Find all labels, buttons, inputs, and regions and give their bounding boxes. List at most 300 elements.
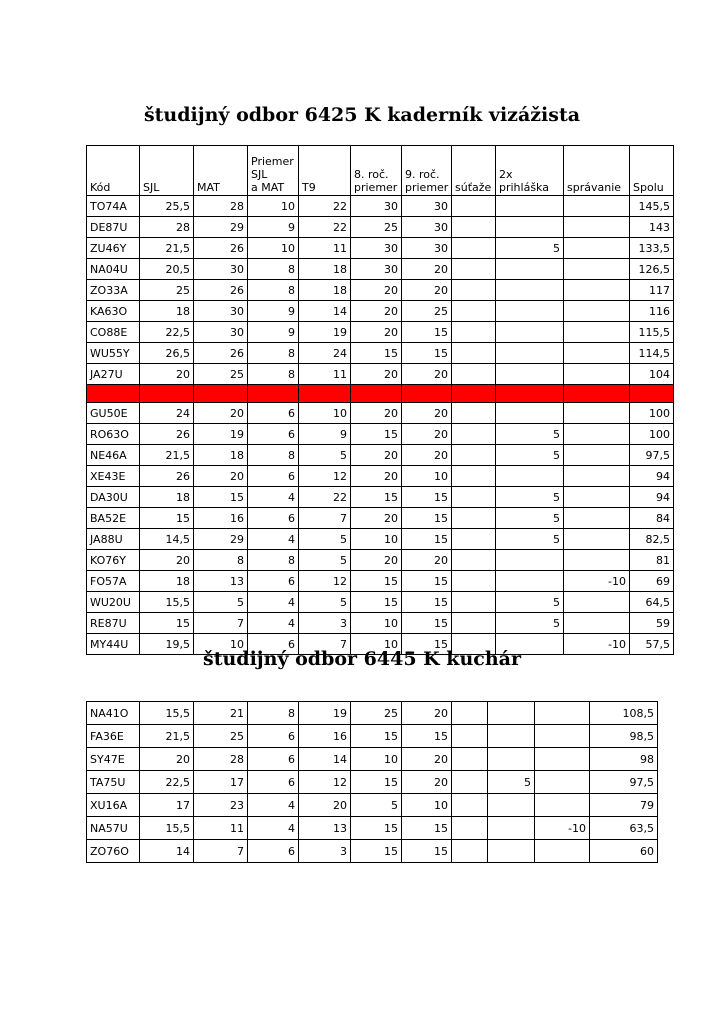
table-row	[87, 238, 674, 259]
score-cell: 5	[496, 487, 564, 508]
score-cell: 8	[248, 280, 299, 301]
score-cell	[496, 280, 564, 301]
column-header: SJL	[140, 146, 194, 196]
score-cell: 25	[351, 217, 402, 238]
score-cell: 30	[351, 259, 402, 280]
score-cell: 64,5	[630, 592, 674, 613]
applicant-code-cell: NE46A	[87, 445, 140, 466]
score-cell: 114,5	[630, 343, 674, 364]
score-cell: 18	[194, 445, 248, 466]
score-cell: 100	[630, 424, 674, 445]
score-cell	[564, 445, 630, 466]
score-cell	[564, 301, 630, 322]
score-cell: 94	[630, 487, 674, 508]
table-row	[87, 613, 674, 634]
score-cell: 117	[630, 280, 674, 301]
table-row	[87, 259, 674, 280]
score-cell: 26	[194, 280, 248, 301]
score-cell: 18	[140, 571, 194, 592]
score-cell: 79	[590, 794, 658, 817]
score-cell: 57,5	[630, 634, 674, 655]
score-cell: 14,5	[140, 529, 194, 550]
score-cell: 10	[402, 794, 452, 817]
score-cell	[535, 748, 590, 771]
score-cell: 8	[248, 445, 299, 466]
column-header: súťaže	[452, 146, 496, 196]
score-cell: 3	[299, 613, 351, 634]
table-row	[87, 364, 674, 385]
applicant-code-cell: NA41O	[87, 702, 140, 725]
score-cell: 15	[402, 613, 452, 634]
table-row	[87, 301, 674, 322]
score-cell: 15	[402, 817, 452, 840]
applicant-code-cell: WU55Y	[87, 343, 140, 364]
score-cell: 5	[496, 424, 564, 445]
score-cell: 30	[194, 301, 248, 322]
score-cell: 18	[299, 280, 351, 301]
column-header: správanie	[564, 146, 630, 196]
score-cell: 20	[351, 280, 402, 301]
table-row	[87, 702, 658, 725]
score-cell: 20	[351, 322, 402, 343]
score-cell: 10	[194, 634, 248, 655]
score-cell: 11	[299, 364, 351, 385]
applicant-code-cell: ZO33A	[87, 280, 140, 301]
score-cell: 15,5	[140, 817, 194, 840]
table-row	[87, 550, 674, 571]
table-row	[87, 196, 674, 217]
score-cell: 9	[248, 217, 299, 238]
score-cell: 15	[351, 487, 402, 508]
score-cell: 20	[402, 424, 452, 445]
score-cell: 63,5	[590, 817, 658, 840]
score-cell	[535, 725, 590, 748]
score-cell	[452, 364, 496, 385]
table-row	[87, 322, 674, 343]
score-cell	[452, 748, 488, 771]
table-row	[87, 571, 674, 592]
score-cell: 98,5	[590, 725, 658, 748]
score-cell: 20	[351, 301, 402, 322]
score-cell: 82,5	[630, 529, 674, 550]
applicant-code-cell: WU20U	[87, 592, 140, 613]
applicant-code-cell: SY47E	[87, 748, 140, 771]
applicant-code-cell: JA27U	[87, 364, 140, 385]
score-cell: 10	[351, 529, 402, 550]
score-cell: 6	[248, 634, 299, 655]
score-cell: 23	[194, 794, 248, 817]
score-cell: 19	[194, 424, 248, 445]
score-cell	[496, 217, 564, 238]
score-cell: 7	[299, 634, 351, 655]
score-cell: 7	[194, 613, 248, 634]
score-cell	[452, 702, 488, 725]
score-cell: 20	[299, 794, 351, 817]
score-cell: 26,5	[140, 343, 194, 364]
score-cell: 20	[402, 259, 452, 280]
score-cell: 30	[194, 322, 248, 343]
score-cell: 8	[248, 343, 299, 364]
score-cell: 14	[299, 748, 351, 771]
score-cell	[452, 592, 496, 613]
score-cell: 10	[402, 466, 452, 487]
score-cell	[564, 487, 630, 508]
score-cell: 15	[402, 529, 452, 550]
score-cell: 28	[194, 748, 248, 771]
score-cell: 26	[140, 424, 194, 445]
score-cell: 20	[140, 748, 194, 771]
score-cell: 18	[140, 301, 194, 322]
separator-cell	[299, 385, 351, 403]
score-cell: 9	[248, 322, 299, 343]
score-cell: 20	[194, 466, 248, 487]
score-cell: 5	[488, 771, 535, 794]
separator-cell	[140, 385, 194, 403]
score-cell	[452, 445, 496, 466]
score-cell: 20	[351, 364, 402, 385]
score-cell: 22	[299, 217, 351, 238]
score-cell: 25	[194, 725, 248, 748]
score-cell: 20	[402, 364, 452, 385]
applicant-code-cell: XU16A	[87, 794, 140, 817]
score-cell: 20	[402, 702, 452, 725]
score-cell: 14	[299, 301, 351, 322]
score-cell: 15	[402, 322, 452, 343]
score-cell: 18	[140, 487, 194, 508]
score-cell: 15	[402, 487, 452, 508]
separator-cell	[248, 385, 299, 403]
applicant-code-cell: XE43E	[87, 466, 140, 487]
separator-cell	[194, 385, 248, 403]
score-cell: 15,5	[140, 592, 194, 613]
score-cell: 15	[194, 487, 248, 508]
score-cell	[564, 466, 630, 487]
score-cell: 5	[496, 238, 564, 259]
score-cell: 15	[351, 840, 402, 863]
score-cell: 116	[630, 301, 674, 322]
column-header: 2x prihláška	[496, 146, 564, 196]
score-cell: 20	[402, 550, 452, 571]
section1-title: študijný odbor 6425 K kaderník vizážista	[143, 104, 581, 126]
score-cell: 15	[402, 343, 452, 364]
applicant-code-cell: JA88U	[87, 529, 140, 550]
score-cell: 15	[402, 508, 452, 529]
table-row	[87, 508, 674, 529]
score-cell	[488, 725, 535, 748]
score-cell: 60	[590, 840, 658, 863]
score-cell: 26	[194, 238, 248, 259]
header-row	[87, 146, 674, 196]
score-cell: 26	[194, 343, 248, 364]
table-kuchar	[86, 701, 658, 863]
score-cell	[535, 702, 590, 725]
score-cell: 24	[140, 403, 194, 424]
score-cell	[496, 364, 564, 385]
score-cell	[452, 343, 496, 364]
score-cell: 10	[248, 196, 299, 217]
table-row	[87, 771, 658, 794]
applicant-code-cell: TO74A	[87, 196, 140, 217]
score-cell: 21,5	[140, 725, 194, 748]
score-cell	[452, 322, 496, 343]
score-cell: 4	[248, 817, 299, 840]
score-cell: 9	[248, 301, 299, 322]
score-cell: 145,5	[630, 196, 674, 217]
column-header: Kód	[87, 146, 140, 196]
applicant-code-cell: KO76Y	[87, 550, 140, 571]
score-cell: 81	[630, 550, 674, 571]
table-row	[87, 403, 674, 424]
score-cell: 84	[630, 508, 674, 529]
score-cell: 7	[299, 508, 351, 529]
score-cell: 19	[299, 702, 351, 725]
table-row	[87, 840, 658, 863]
applicant-code-cell: MY44U	[87, 634, 140, 655]
score-cell	[564, 613, 630, 634]
score-cell: 15,5	[140, 702, 194, 725]
applicant-code-cell: RO63O	[87, 424, 140, 445]
score-cell	[452, 217, 496, 238]
score-cell: 17	[194, 771, 248, 794]
score-cell: 15	[351, 817, 402, 840]
score-cell	[488, 702, 535, 725]
score-cell	[452, 196, 496, 217]
applicant-code-cell: DE87U	[87, 217, 140, 238]
score-cell: 19	[299, 322, 351, 343]
score-cell: 97,5	[590, 771, 658, 794]
score-cell: 8	[248, 364, 299, 385]
score-cell: 10	[351, 634, 402, 655]
score-cell: 30	[402, 196, 452, 217]
score-cell	[496, 571, 564, 592]
score-cell: 21,5	[140, 445, 194, 466]
score-cell	[452, 301, 496, 322]
score-cell: 22	[299, 196, 351, 217]
score-cell: 25	[351, 702, 402, 725]
score-cell	[564, 424, 630, 445]
score-cell: 21	[194, 702, 248, 725]
separator-cell	[87, 385, 140, 403]
score-cell: 15	[402, 634, 452, 655]
score-cell: 20	[402, 445, 452, 466]
score-cell: 13	[299, 817, 351, 840]
score-cell	[452, 508, 496, 529]
score-cell	[496, 550, 564, 571]
score-cell: 16	[299, 725, 351, 748]
score-cell	[452, 840, 488, 863]
score-cell: 6	[248, 748, 299, 771]
table-row	[87, 466, 674, 487]
score-cell: 29	[194, 529, 248, 550]
score-cell: 20	[402, 771, 452, 794]
table-body	[87, 196, 674, 655]
score-cell: 30	[402, 238, 452, 259]
score-cell	[488, 794, 535, 817]
applicant-code-cell: NA57U	[87, 817, 140, 840]
score-cell: 8	[248, 259, 299, 280]
score-cell	[564, 217, 630, 238]
score-cell: 20	[351, 508, 402, 529]
score-cell: 25	[402, 301, 452, 322]
score-cell	[564, 529, 630, 550]
score-cell: 20,5	[140, 259, 194, 280]
table-row	[87, 529, 674, 550]
score-cell: 30	[351, 196, 402, 217]
score-cell: 10	[351, 613, 402, 634]
score-cell: 21,5	[140, 238, 194, 259]
score-cell: 15	[402, 592, 452, 613]
table-row	[87, 748, 658, 771]
score-cell: 133,5	[630, 238, 674, 259]
separator-cell	[564, 385, 630, 403]
score-cell: 6	[248, 771, 299, 794]
score-cell: 18	[299, 259, 351, 280]
applicant-code-cell: RE87U	[87, 613, 140, 634]
applicant-code-cell: FO57A	[87, 571, 140, 592]
score-cell: 12	[299, 771, 351, 794]
table-row	[87, 817, 658, 840]
score-cell	[564, 322, 630, 343]
applicant-code-cell: ZU46Y	[87, 238, 140, 259]
score-cell: 98	[590, 748, 658, 771]
table-row	[87, 343, 674, 364]
score-cell: 15	[351, 592, 402, 613]
score-cell: 14	[140, 840, 194, 863]
score-cell: 28	[194, 196, 248, 217]
score-cell	[452, 424, 496, 445]
score-cell	[496, 466, 564, 487]
applicant-code-cell: BA52E	[87, 508, 140, 529]
score-cell: 9	[299, 424, 351, 445]
score-cell: 15	[351, 424, 402, 445]
score-cell: 22,5	[140, 771, 194, 794]
score-cell: 20	[351, 403, 402, 424]
score-cell	[452, 466, 496, 487]
score-cell: 3	[299, 840, 351, 863]
score-cell: 5	[496, 613, 564, 634]
score-cell: 25	[194, 364, 248, 385]
applicant-code-cell: GU50E	[87, 403, 140, 424]
score-cell: 19,5	[140, 634, 194, 655]
score-cell: 10	[351, 748, 402, 771]
score-cell: 6	[248, 840, 299, 863]
score-cell	[535, 794, 590, 817]
score-cell: 11	[299, 238, 351, 259]
score-cell: 20	[402, 748, 452, 771]
score-cell	[452, 817, 488, 840]
score-cell: 69	[630, 571, 674, 592]
table-body	[87, 702, 658, 863]
score-cell	[564, 508, 630, 529]
score-cell: 20	[194, 403, 248, 424]
score-cell: 5	[496, 592, 564, 613]
score-cell	[564, 259, 630, 280]
score-cell	[496, 259, 564, 280]
score-cell: 94	[630, 466, 674, 487]
score-cell	[452, 794, 488, 817]
score-cell	[452, 259, 496, 280]
separator-cell	[630, 385, 674, 403]
column-header: T9	[299, 146, 351, 196]
score-cell	[496, 343, 564, 364]
score-cell: 16	[194, 508, 248, 529]
column-header: 9. roč. priemer	[402, 146, 452, 196]
table-kadernik-vizazista	[86, 145, 674, 655]
table-row	[87, 487, 674, 508]
table-row	[87, 794, 658, 817]
score-cell: 6	[248, 424, 299, 445]
score-cell	[452, 403, 496, 424]
score-cell: 8	[248, 550, 299, 571]
score-cell: 4	[248, 613, 299, 634]
score-cell	[496, 301, 564, 322]
score-cell: 8	[248, 702, 299, 725]
score-cell: -10	[564, 571, 630, 592]
score-cell: 6	[248, 403, 299, 424]
score-cell: 15	[140, 508, 194, 529]
score-cell: 104	[630, 364, 674, 385]
score-cell	[564, 196, 630, 217]
score-cell: 6	[248, 508, 299, 529]
score-cell: 6	[248, 571, 299, 592]
score-cell	[564, 550, 630, 571]
score-cell	[564, 592, 630, 613]
applicant-code-cell: KA63O	[87, 301, 140, 322]
score-cell: 30	[351, 238, 402, 259]
score-cell	[564, 364, 630, 385]
applicant-code-cell: NA04U	[87, 259, 140, 280]
score-cell: 30	[194, 259, 248, 280]
score-cell: 5	[496, 529, 564, 550]
separator-cell	[452, 385, 496, 403]
score-cell: 5	[299, 529, 351, 550]
score-cell: 15	[351, 571, 402, 592]
score-cell: 126,5	[630, 259, 674, 280]
score-cell	[496, 322, 564, 343]
score-cell: 10	[248, 238, 299, 259]
score-cell: 17	[140, 794, 194, 817]
score-cell: 20	[351, 466, 402, 487]
score-cell	[488, 840, 535, 863]
score-cell: 29	[194, 217, 248, 238]
separator-cell	[496, 385, 564, 403]
separator-cell	[402, 385, 452, 403]
table-row	[87, 725, 658, 748]
score-cell: 5	[299, 445, 351, 466]
score-cell: 4	[248, 794, 299, 817]
score-cell: 22	[299, 487, 351, 508]
column-header: MAT	[194, 146, 248, 196]
applicant-code-cell: DA30U	[87, 487, 140, 508]
score-cell: 4	[248, 529, 299, 550]
score-cell: 115,5	[630, 322, 674, 343]
score-cell	[452, 725, 488, 748]
score-cell: 5	[299, 592, 351, 613]
column-header: Spolu	[630, 146, 674, 196]
applicant-code-cell: TA75U	[87, 771, 140, 794]
score-cell: 10	[299, 403, 351, 424]
score-cell: -10	[535, 817, 590, 840]
score-cell: 15	[351, 343, 402, 364]
score-cell: 7	[194, 840, 248, 863]
score-cell	[488, 817, 535, 840]
score-cell: 143	[630, 217, 674, 238]
score-cell: 5	[299, 550, 351, 571]
score-cell	[564, 403, 630, 424]
score-cell: 15	[351, 725, 402, 748]
score-cell: 20	[351, 445, 402, 466]
score-cell: 20	[402, 403, 452, 424]
